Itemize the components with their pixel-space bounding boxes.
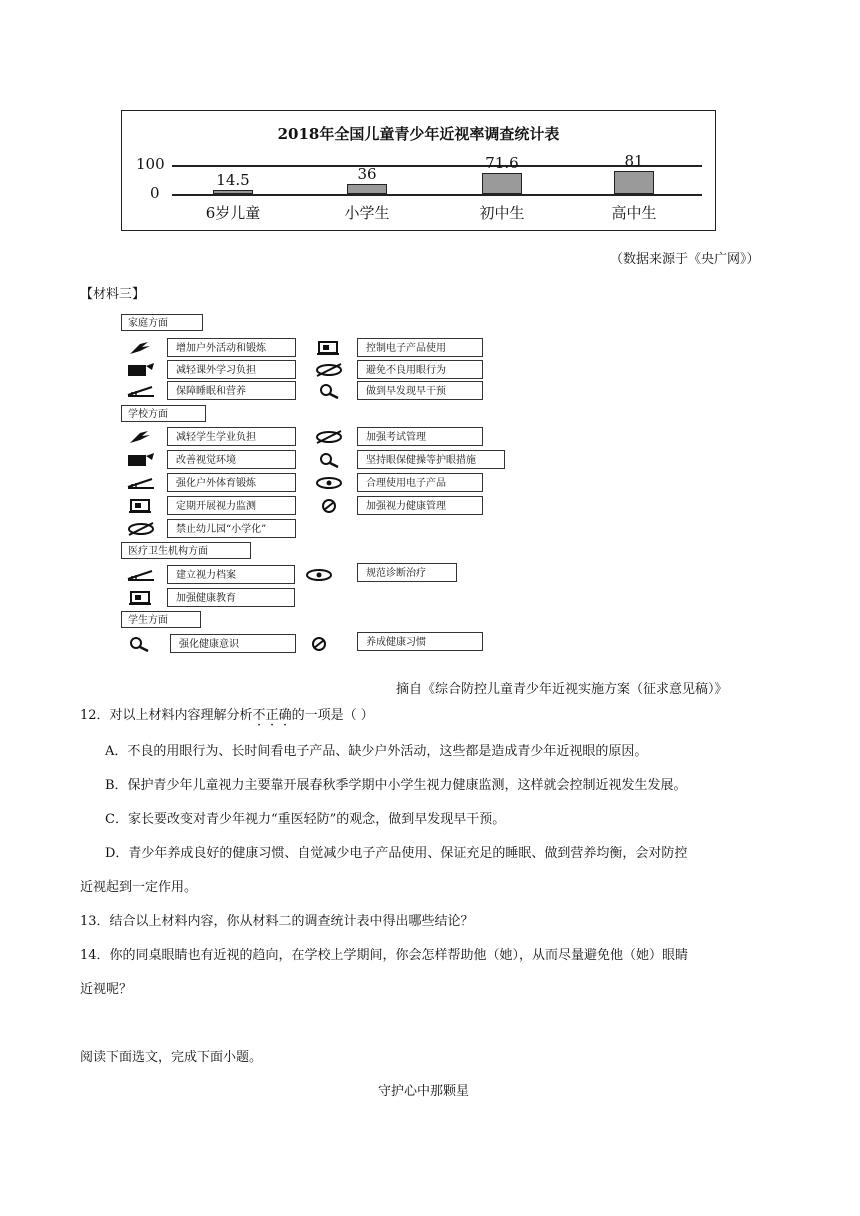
question-14-line1: 14．你的同桌眼睛也有近视的趋向，在学校上学期间，你会怎样帮助他（她），从而尽量避免他（她）眼睛 xyxy=(80,948,689,963)
medical-measure-right: 规范诊断治疗 xyxy=(357,563,457,582)
emphasis-char: 确 xyxy=(278,708,292,723)
section-school-title: 学校方面 xyxy=(121,405,206,422)
family-measure-left: 增加户外活动和锻炼 xyxy=(167,338,296,357)
family-measure-left: 减轻课外学习负担 xyxy=(167,360,296,379)
school-measure-right: 坚持眼保健操等护眼措施 xyxy=(357,450,505,469)
medical-measure-icon xyxy=(126,590,156,606)
school-measure-left: 禁止幼儿园“小学化” xyxy=(167,519,296,538)
school-measure-right: 合理使用电子产品 xyxy=(357,473,483,492)
data-source: （数据来源于《央广网》） xyxy=(610,252,760,267)
section-medical-title: 医疗卫生机构方面 xyxy=(121,542,251,559)
category-label: 6岁儿童 xyxy=(205,204,261,222)
school-measure-left: 减轻学生学业负担 xyxy=(167,427,296,446)
school-measure-icon xyxy=(314,429,344,445)
bar-value-label: 81 xyxy=(624,151,644,170)
category-label: 小学生 xyxy=(344,204,390,222)
question-13: 13．结合以上材料内容，你从材料二的调查统计表中得出哪些结论？ xyxy=(80,914,474,929)
family-measure-right: 做到早发现早干预 xyxy=(357,381,483,400)
student-measure-left: 强化健康意识 xyxy=(170,634,296,653)
student-measure-right: 养成健康习惯 xyxy=(357,632,483,651)
family-measure-icon xyxy=(314,362,344,378)
student-measure-icon xyxy=(124,636,154,652)
medical-measure-left: 建立视力档案 xyxy=(167,565,295,584)
school-measure-icon xyxy=(314,452,344,468)
family-measure-icon xyxy=(314,340,344,356)
question-12-stem xyxy=(80,707,374,725)
category-label: 高中生 xyxy=(611,204,657,222)
school-measure-left: 强化户外体育锻炼 xyxy=(167,473,296,492)
q12-option-d-line1: D．青少年养成良好的健康习惯、自觉减少电子产品使用、保证充足的睡眠、做到营养均衡，会对防控 xyxy=(105,846,688,861)
school-measure-icon xyxy=(126,475,156,491)
y-tick-0: 0 xyxy=(150,184,160,202)
reading-intro: 阅读下面选文，完成下面小题。 xyxy=(80,1050,263,1065)
school-measure-icon xyxy=(126,521,156,537)
q12-emphasis xyxy=(253,708,292,723)
school-measure-icon xyxy=(314,475,344,491)
q12-stem-b: 的一项是（ ） xyxy=(291,708,374,723)
medical-measure-icon xyxy=(304,567,334,583)
family-measure-left: 保障睡眠和营养 xyxy=(167,381,296,400)
q12-stem-a: 12．对以上材料内容理解分析 xyxy=(80,708,253,723)
school-measure-icon xyxy=(126,452,156,468)
emphasis-char: 不 xyxy=(252,708,266,723)
diagram-caption: 摘自《综合防控儿童青少年近视实施方案（征求意见稿）》 xyxy=(396,682,728,697)
bar-value-label: 36 xyxy=(357,164,377,183)
student-measure-icon xyxy=(304,636,334,652)
q12-option-c: C．家长要改变对青少年视力“重医轻防”的观念，做到早发现早干预。 xyxy=(105,812,506,827)
material3-heading: 【材料三】 xyxy=(80,287,146,302)
school-measure-icon xyxy=(126,498,156,514)
section-student-title: 学生方面 xyxy=(121,611,201,628)
question-14-line2: 近视呢？ xyxy=(80,982,133,997)
bar-value-label: 71.6 xyxy=(485,154,519,173)
emphasis-char: 正 xyxy=(265,708,279,723)
family-measure-icon xyxy=(126,383,156,399)
medical-measure-icon xyxy=(126,567,156,583)
family-measure-icon xyxy=(314,383,344,399)
medical-measure-left: 加强健康教育 xyxy=(167,588,295,607)
q12-option-b: B．保护青少年儿童视力主要靠开展春秋季学期中小学生视力健康监测，这样就会控制近视发生发展。 xyxy=(105,778,687,793)
chart-title: 2018年全国儿童青少年近视率调查统计表 xyxy=(277,125,560,143)
school-measure-right: 加强视力健康管理 xyxy=(357,496,483,515)
y-tick-100: 100 xyxy=(136,155,165,173)
q12-option-d-line2: 近视起到一定作用。 xyxy=(80,880,198,895)
article-title: 守护心中那颗星 xyxy=(378,1084,470,1099)
school-measure-icon xyxy=(126,429,156,445)
school-measure-right: 加强考试管理 xyxy=(357,427,483,446)
school-measure-icon xyxy=(314,498,344,514)
family-measure-icon xyxy=(126,340,156,356)
family-measure-right: 避免不良用眼行为 xyxy=(357,360,483,379)
school-measure-left: 改善视觉环境 xyxy=(167,450,296,469)
family-measure-right: 控制电子产品使用 xyxy=(357,338,483,357)
section-family-title: 家庭方面 xyxy=(121,314,203,331)
school-measure-left: 定期开展视力监测 xyxy=(167,496,296,515)
bar-value-label: 14.5 xyxy=(216,170,250,189)
category-label: 初中生 xyxy=(479,204,525,222)
family-measure-icon xyxy=(126,362,156,378)
q12-option-a: A．不良的用眼行为、长时间看电子产品、缺少户外活动，这些都是造成青少年近视眼的原因。 xyxy=(105,744,648,759)
